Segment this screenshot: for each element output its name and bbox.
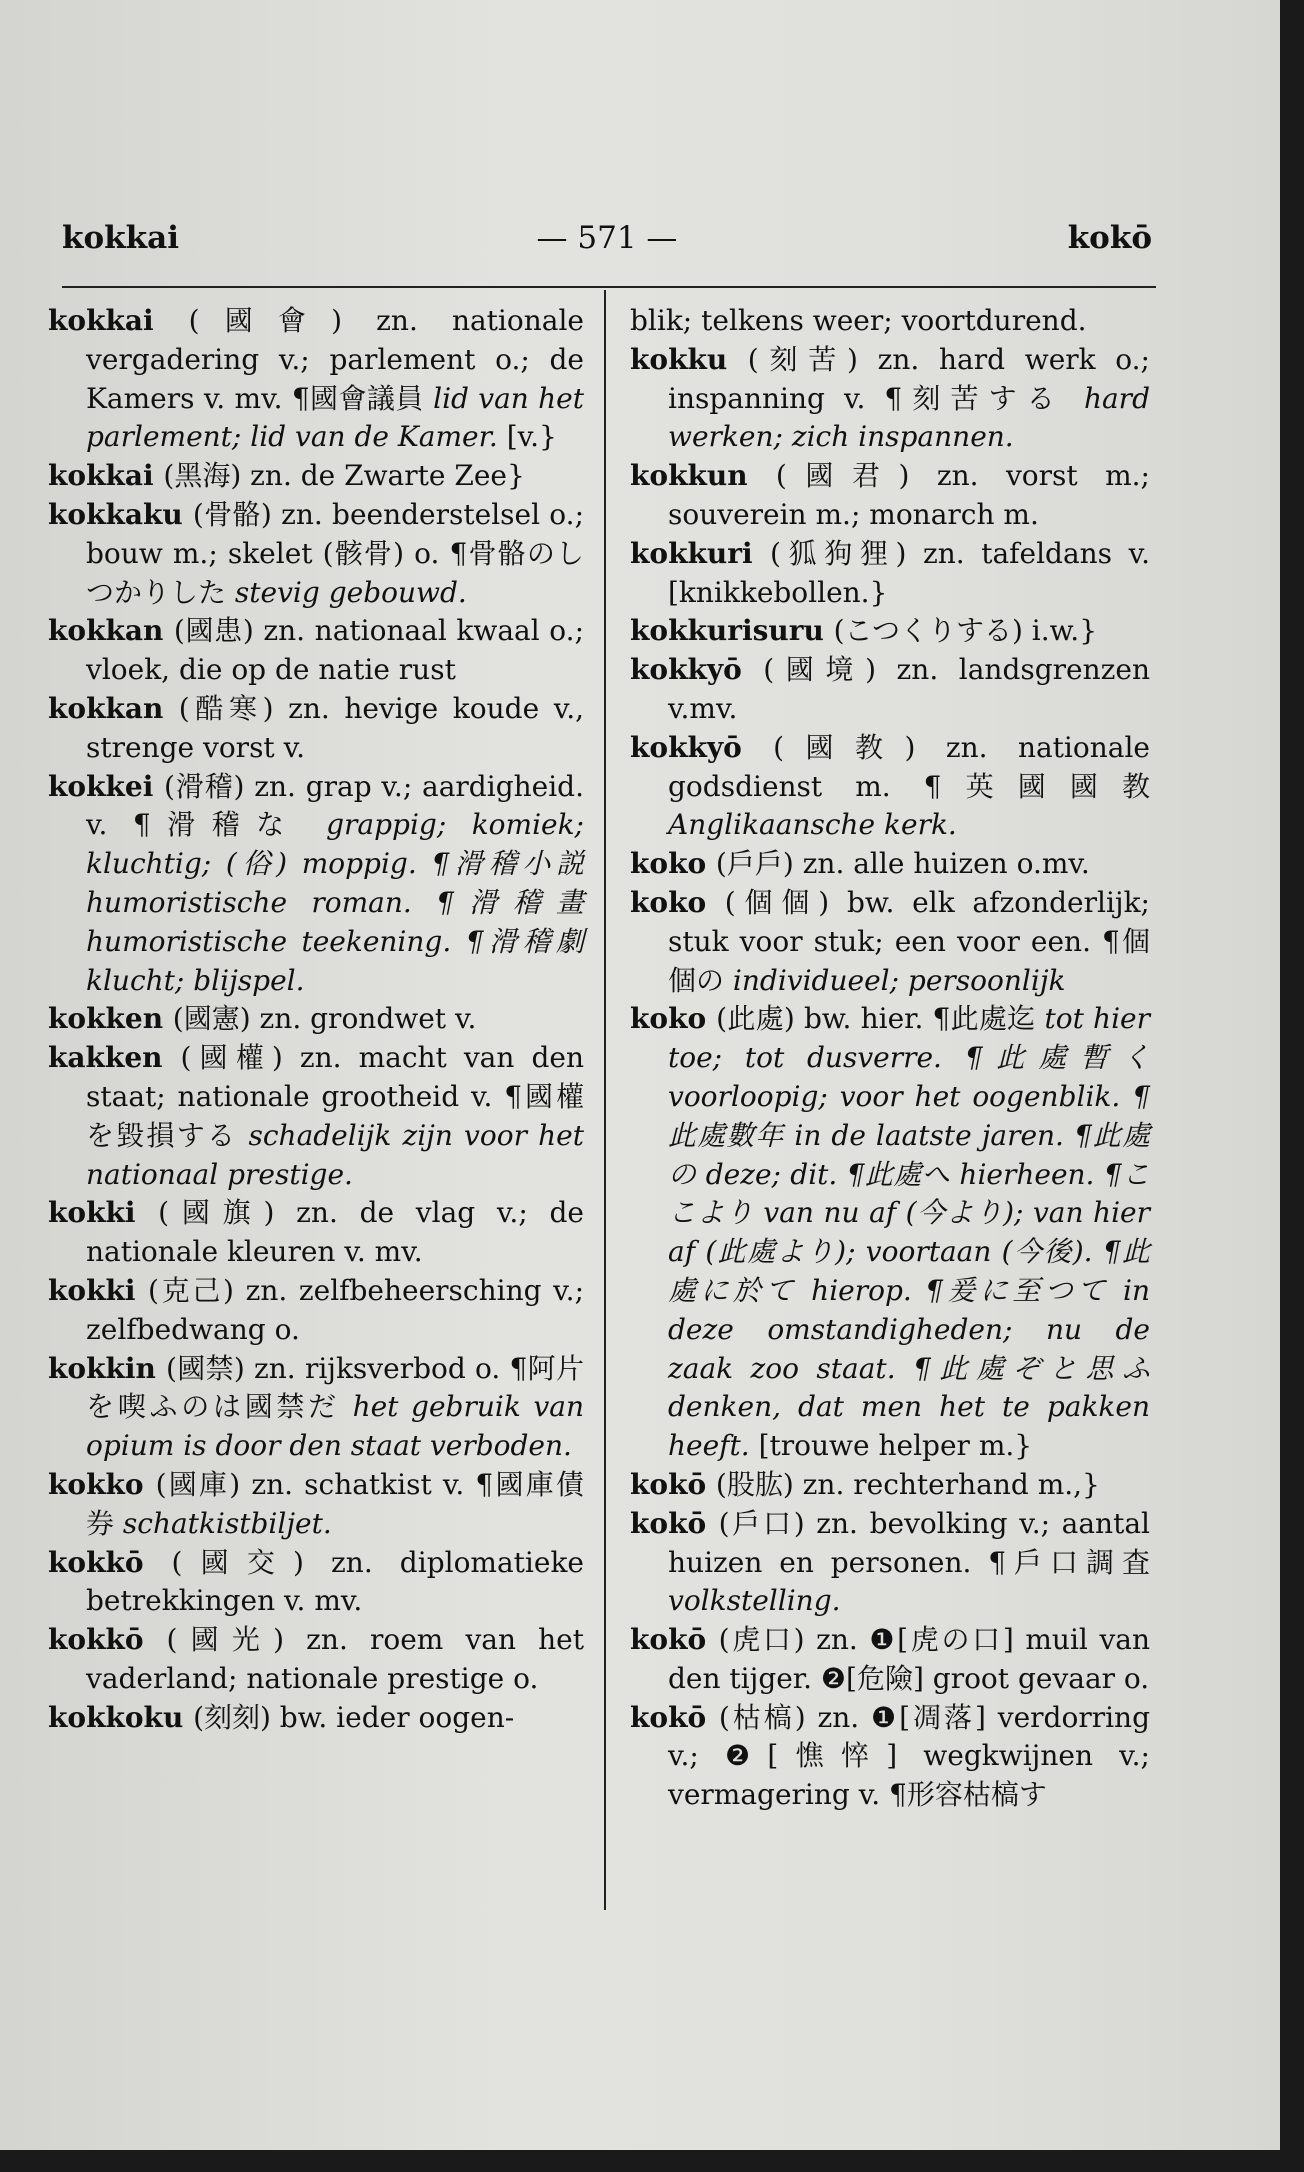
entry-tail: [v.} [497,420,557,454]
entry-gloss: (刻刻) bw. ieder oogen- [193,1700,515,1734]
dictionary-entry [48,1621,584,1699]
entry-example: volkstelling. [668,1584,841,1618]
entry-gloss: (黑海) zn. de Zwarte Zee} [163,459,525,493]
entry-headword: kokkoku [48,1700,194,1734]
header-rule [62,286,1156,288]
dictionary-entry [48,457,584,496]
entry-example: het gebruik van opium is door den staat verboden. [86,1390,584,1463]
page-number: — 571 — [536,220,678,256]
entry-headword: kokō [630,1623,719,1657]
entry-example: grappig; komiek; kluchtig; (俗) moppig. ¶滑稽小説 humoristische roman. ¶滑稽畫 humoristische teekening. ¶滑稽劇 klucht; blijspel. [86,808,584,997]
dictionary-entry [630,651,1150,729]
entry-example: Anglikaansche kerk. [668,808,957,842]
entry-example: stevig gebouwd. [234,575,467,609]
entry-gloss: (虎口) zn. ❶[虎の口] muil van den tijger. ❷[危險] groot gevaar o. [668,1623,1150,1695]
entry-example: individueel; persoonlijk [732,963,1066,997]
dictionary-entry [630,729,1150,845]
entry-headword: koko [630,1002,717,1036]
entry-gloss: (戶戶) zn. alle huizen o.mv. [715,847,1090,881]
dictionary-entry [630,457,1150,535]
left-column [48,302,584,1737]
entry-gloss: blik; telkens weer; voortdurend. [630,304,1087,337]
dictionary-entry [48,768,584,1001]
dictionary-entry [48,612,584,690]
entry-gloss: (國境) zn. landsgrenzen v.mv. [668,653,1150,725]
entry-headword: koko [630,885,725,919]
entry-gloss: (國權) zn. macht van den staat; nationale grootheid v. ¶國權を毀損する [86,1041,585,1152]
dictionary-entry [630,302,1150,341]
dictionary-entry [630,1000,1150,1466]
dictionary-entry [48,1466,584,1544]
entry-example: tot hier toe; tot dusverre. ¶此處暫く voorloopig; voor het oogenblik. ¶此處數年 in de laatste jaren. ¶此處の deze; dit. ¶此處へ hierheen. ¶ここより van nu af (今より); van hier af (此處より); voortaan (今後). ¶此處に於て hierop. ¶爰に至つて in deze omstandigheden; nu de zaak zoo staat. ¶此處ぞと思ふ denken, dat men het te pakken heeft. [668,1002,1150,1463]
dictionary-entry [48,690,584,768]
dictionary-entry [630,845,1150,884]
entry-gloss: (國光) zn. roem van het vaderland; nationale prestige o. [86,1623,584,1695]
entry-gloss: (國患) zn. nationaal kwaal o.; vloek, die op de natie rust [86,614,584,687]
entry-example: hard werken; zich inspannen. [668,381,1150,454]
dictionary-entry [48,1272,584,1350]
entry-headword: kokkyō [630,653,764,687]
entry-gloss: (滑稽) zn. grap v.; aardigheid. v. ¶滑稽な [86,769,584,842]
dictionary-entry [630,535,1150,613]
dictionary-entry [630,1466,1150,1505]
dictionary-entry [630,341,1150,457]
entry-gloss: (骨骼) zn. beenderstelsel o.; bouw m.; skelet (骸骨) o. ¶骨骼のしつかりした [86,497,584,609]
entry-gloss: (國君) zn. vorst m.; souverein m.; monarch m. [668,459,1150,531]
dictionary-entry [630,884,1150,1000]
header-first-headword: kokkai [62,220,179,256]
entry-headword: kokki [48,1196,159,1230]
dictionary-entry [48,1039,584,1194]
entry-gloss: (國會) zn. nationale vergadering v.; parlement o.; de Kamers v. mv. ¶國會議員 [86,304,584,415]
dictionary-entry [630,1621,1150,1699]
entry-headword: kokki [48,1273,148,1307]
page-header [62,220,1152,270]
entry-gloss: (國庫) zn. schatkist v. ¶國庫債券 [86,1467,584,1540]
dictionary-entry [48,302,584,457]
entry-headword: kokkaku [48,497,193,531]
entry-headword: kokkai [48,304,189,337]
entry-gloss: (酷寒) zn. hevige koude v., strenge vorst v. [86,691,585,764]
dictionary-entry [48,1544,584,1622]
entry-headword: kokō [630,1700,719,1734]
dictionary-entry [630,612,1150,651]
entry-gloss: (國旗) zn. de vlag v.; de nationale kleuren v. mv. [86,1196,584,1269]
entry-headword: kokkurisuru [630,614,834,648]
entry-headword: kokkuri [630,536,771,570]
entry-gloss: (國憲) zn. grondwet v. [172,1002,477,1036]
entry-example: lid van het parlement; lid van de Kamer. [86,381,584,454]
dictionary-entry [48,1350,584,1466]
entry-gloss: (國教) zn. nationale godsdienst m. ¶英國國教 [668,730,1150,803]
entry-gloss: (股肱) zn. rechterhand m.,} [715,1467,1100,1501]
entry-gloss: (狐狗狸) zn. tafeldans v. [knikkebollen.} [668,536,1150,609]
entry-gloss: (國禁) zn. rijksverbod o. ¶阿片を喫ふのは國禁だ [86,1351,584,1424]
entry-gloss: (こつくりする) i.w.} [833,614,1098,648]
entry-headword: kokkō [48,1623,167,1657]
entry-gloss: (此處) bw. hier. ¶此處迄 [716,1002,1045,1036]
entry-headword: kokkyō [630,730,774,764]
entry-headword: kokō [630,1467,716,1501]
entry-headword: kokkin [48,1351,166,1385]
entry-headword: kakken [48,1041,181,1075]
entry-headword: kokō [630,1506,719,1540]
entry-headword: kokken [48,1002,173,1036]
dictionary-entry [630,1699,1150,1815]
entry-gloss: (戶口) zn. bevolking v.; aantal huizen en personen. ¶戶口調査 [668,1506,1150,1579]
dictionary-entry [48,1194,584,1272]
entry-tail: [trouwe helper m.} [749,1429,1033,1463]
entry-gloss: (個個) bw. elk afzonderlijk; stuk voor stuk; een voor een. ¶個個の [668,885,1150,997]
entry-gloss: (枯槁) zn. ❶[凋落] verdorring v.; ❷[憔悴] wegkwijnen v.; vermagering v. ¶形容枯槁す [668,1700,1150,1812]
entry-headword: kokko [48,1467,156,1501]
header-last-headword: kokō [1067,220,1152,256]
entry-gloss: (刻苦) zn. hard werk o.; inspanning v. ¶刻苦する [668,342,1150,415]
entry-headword: kokkei [48,769,164,803]
entry-headword: kokkō [48,1545,172,1579]
entry-headword: kokku [630,342,748,376]
entry-example: schadelijk zijn voor het nationaal prestige. [86,1118,584,1191]
right-column [630,302,1150,1815]
column-divider [604,290,606,1910]
dictionary-entry [48,1000,584,1039]
entry-headword: kokkai [48,459,164,493]
entry-headword: kokkan [48,614,174,648]
entry-gloss: (國交) zn. diplomatieke betrekkingen v. mv. [86,1545,584,1618]
entry-example: schatkistbiljet. [122,1506,332,1540]
entry-headword: kokkun [630,459,776,493]
dictionary-entry [48,1699,584,1738]
entry-gloss: (克己) zn. zelfbeheersching v.; zelfbedwang o. [86,1273,584,1346]
entry-headword: kokkan [48,691,179,725]
dictionary-entry [48,496,584,612]
dictionary-entry [630,1505,1150,1621]
entry-headword: koko [630,847,716,881]
